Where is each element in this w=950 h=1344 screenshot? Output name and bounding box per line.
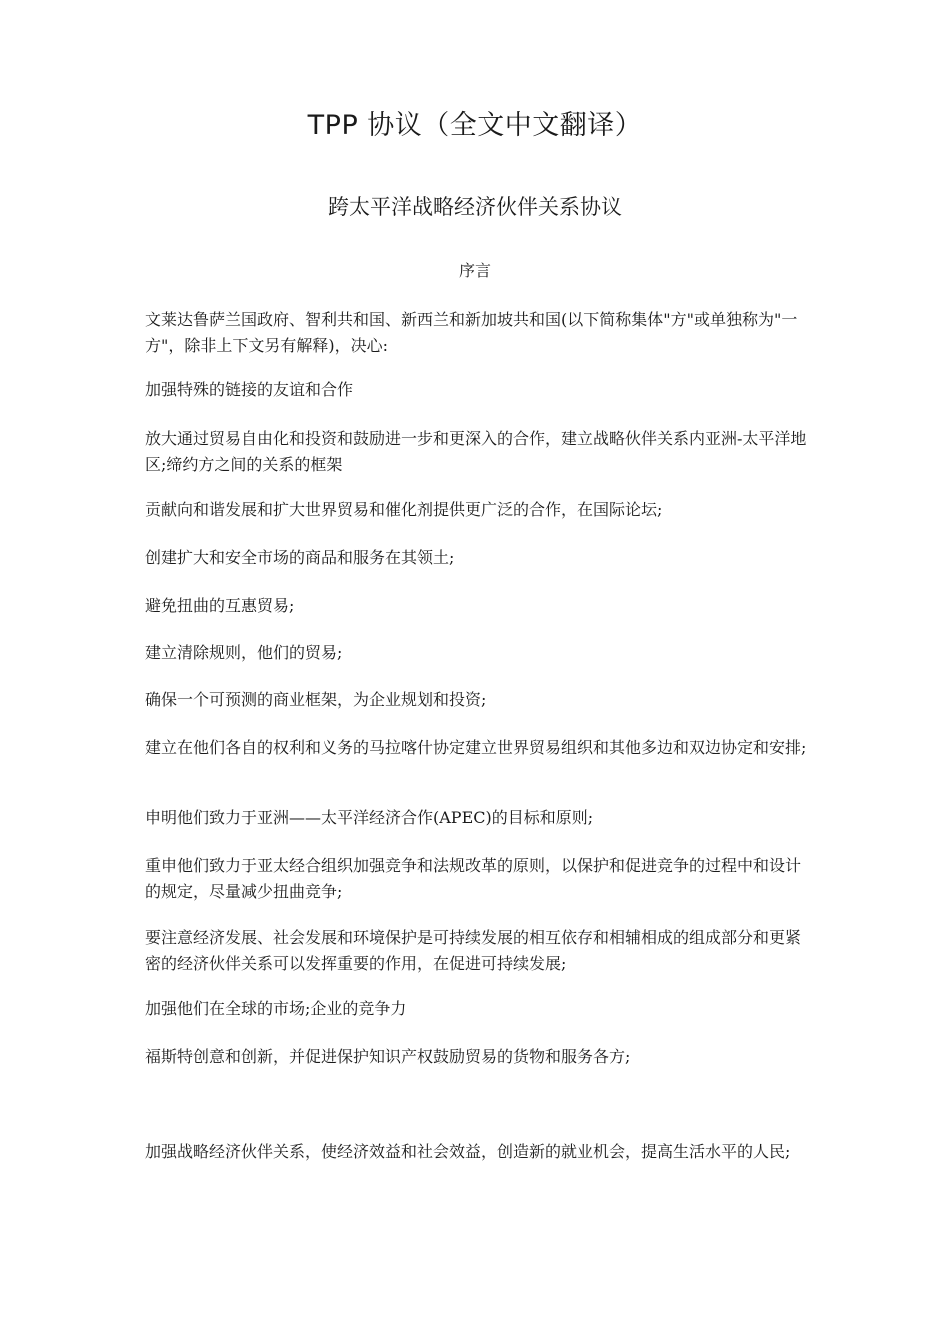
paragraph-10: 申明他们致力于亚洲——太平洋经济合作(APEC)的目标和原则; — [145, 808, 594, 827]
paragraph-9: 建立在他们各自的权利和义务的马拉喀什协定建立世界贸易组织和其他多边和双边协定和安排; — [145, 738, 807, 757]
section-heading-preamble: 序言 — [458, 261, 491, 280]
paragraph-11: 重申他们致力于亚太经合组织加强竞争和法规改革的原则，以保护和促进竞争的过程中和设计的规定，尽量减少扭曲竞争; — [145, 856, 802, 901]
paragraph-5: 创建扩大和安全市场的商品和服务在其领土; — [145, 548, 455, 567]
paragraph-7: 建立清除规则，他们的贸易; — [145, 643, 343, 662]
paragraph-6: 避免扭曲的互惠贸易; — [145, 596, 295, 615]
paragraph-15: 加强战略经济伙伴关系，使经济效益和社会效益，创造新的就业机会，提高生活水平的人民; — [145, 1142, 791, 1161]
document-subtitle: 跨太平洋战略经济伙伴关系协议 — [328, 195, 622, 219]
paragraph-3: 放大通过贸易自由化和投资和鼓励进一步和更深入的合作，建立战略伙伴关系内亚洲-太平洋地区;缔约方之间的关系的框架 — [145, 429, 807, 474]
paragraph-8: 确保一个可预测的商业框架，为企业规划和投资; — [145, 690, 487, 709]
paragraph-4: 贡献向和谐发展和扩大世界贸易和催化剂提供更广泛的合作，在国际论坛; — [145, 500, 663, 519]
paragraph-12: 要注意经济发展、社会发展和环境保护是可持续发展的相互依存和相辅相成的组成部分和更紧密的经济伙伴关系可以发挥重要的作用，在促进可持续发展; — [145, 928, 802, 973]
document-title: TPP 协议（全文中文翻译） — [307, 110, 643, 141]
paragraph-1: 文莱达鲁萨兰国政府、智利共和国、新西兰和新加坡共和国(以下简称集体"方"或单独称为"一方"，除非上下文另有解释)，决心: — [145, 310, 798, 355]
paragraph-2: 加强特殊的链接的友谊和合作 — [145, 380, 354, 399]
paragraph-13: 加强他们在全球的市场;企业的竞争力 — [145, 999, 407, 1018]
paragraph-14: 福斯特创意和创新，并促进保护知识产权鼓励贸易的货物和服务各方; — [145, 1047, 631, 1066]
